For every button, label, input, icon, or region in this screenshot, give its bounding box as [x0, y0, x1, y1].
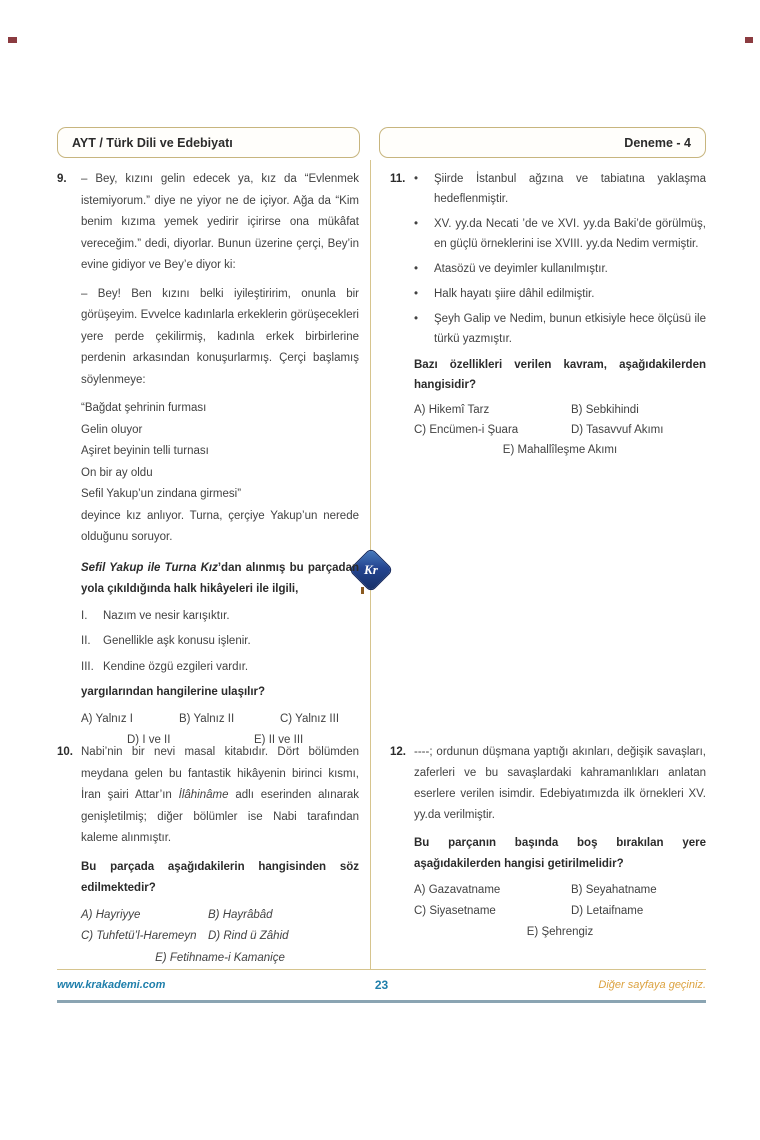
verse-block — [81, 398, 359, 506]
question-number: 11. — [390, 173, 406, 185]
bullet-item: • Şiirde İstanbul ağzına ve tabiatına yaklaşma hedeflenmiştir. — [414, 169, 706, 209]
verse-line: Sefil Yakup’un zindana girmesi” — [81, 488, 242, 500]
option-c: C) Yalnız III — [280, 712, 340, 725]
work-title: Sefil Yakup ile Turna Kız — [81, 561, 218, 574]
header-course-box — [57, 127, 360, 158]
question-9 — [57, 169, 359, 752]
question-stem: Sefil Yakup ile Turna Kız’dan alınmış bu parçadan yola çıkıldığında halk hikâyeleri ile ilgili, — [81, 561, 359, 595]
roman-item: III. Kendine özgü ezgileri vardır. — [81, 660, 249, 673]
options-grid — [81, 905, 359, 948]
bullet-item: • Atasözü ve deyimler kullanılmıştır. — [414, 259, 706, 279]
paragraph: deyince kız anlıyor. Turna, çerçiye Yakup’un nerede olduğunu soruyor. — [81, 509, 359, 543]
course-title: AYT / Türk Dili ve Edebiyatı — [72, 135, 233, 150]
option-b: B) Seyahatname — [571, 884, 657, 896]
footer-note: Diğer sayfaya geçiniz. — [598, 979, 706, 991]
registration-mark-left — [8, 37, 17, 43]
footer-rule-top — [57, 969, 706, 970]
option-d: D) Letaifname — [571, 905, 644, 917]
roman-item: II. Genellikle aşk konusu işlenir. — [81, 635, 251, 647]
option-e: E) Şehrengiz — [526, 926, 594, 938]
question-number: 10. — [57, 746, 73, 758]
option-a: A) Yalnız I — [81, 712, 133, 725]
option-b: B) Sebkihindi — [571, 404, 639, 416]
bullet-item: • Halk hayatı şiire dâhil edilmiştir. — [414, 284, 706, 304]
option-b: B) Yalnız II — [179, 712, 235, 725]
roman-item: I. Nazım ve nesir karışıktır. — [81, 609, 230, 622]
option-c: C) Encümen-i Şuara — [414, 424, 519, 436]
option-e: E) Fetihname-i Kamaniçe — [155, 951, 285, 964]
paragraph: Nabi’nin bir nevi masal kitabıdır. Dört bölümden meydana gelen bu fantastik hikâyenin birinci kısmı, İran şairi Attar’ın İlâhinâme adlı eserinden alınarak genişletilmiş; diğer bölümler ise Nabi tarafından kaleme alınmıştır. — [81, 746, 359, 844]
verse-line: On bir ay oldu — [81, 466, 153, 479]
paragraph: – Bey, kızını gelin edecek ya, kız da “Evlenmek istemiyorum.” diye ne yiyor ne de içiyor. Ağa da “Kim benim kızıma yemek yedirir içirirse ona mükâfat vereceğim.” dedi, diyorlar. Bunun üzerine çerçi, Bey’in evine gidiyor ve Bey’e diyor ki: — [81, 173, 359, 271]
question-body — [414, 169, 706, 460]
options-row — [81, 709, 359, 731]
option-e: E) Mahallîleşme Akımı — [502, 444, 618, 456]
work-title: İlâhinâme — [178, 789, 229, 801]
bullet-item: • Şeyh Galip ve Nedim, bunun etkisiyle hece ölçüsü ile türkü yazmıştır. — [414, 309, 706, 349]
option-d: D) Rind ü Zâhid — [208, 930, 289, 942]
options-grid — [414, 880, 706, 922]
question-body — [81, 169, 359, 752]
bullet-icon: • — [414, 288, 419, 300]
verse-line: Aşiret beyinin telli turnası — [81, 445, 209, 457]
question-number: 12. — [390, 746, 406, 758]
option-e: E) II ve III — [254, 734, 304, 746]
bullet-icon: • — [414, 313, 419, 325]
option-c: C) Tuhfetü’l-Haremeyn — [81, 930, 197, 942]
option-a: A) Hikemî Tarz — [414, 404, 490, 416]
option-d: D) Tasavvuf Akımı — [571, 424, 664, 436]
bullet-icon: • — [414, 218, 419, 230]
question-body — [414, 742, 706, 943]
bullet-icon: • — [414, 173, 419, 185]
paragraph: – Bey! Ben kızını belki iyileştiririm, onunla bir görüşeyim. Evvelce kadınlarla erkeklerin görüşecekleri yere perde çekilirmiş, kadınla erkek birbirlerine perdenin arkasından konuşurlarmış. Çerçi başlamış söylenmeye: — [81, 287, 359, 386]
option-b: B) Hayrâbâd — [208, 908, 273, 921]
footer-rule-bottom — [57, 1000, 706, 1003]
verse-line: Gelin oluyor — [81, 423, 143, 436]
question-stem: Bu parçanın başında boş bırakılan yere aşağıdakilerden hangisi getirilmelidir? — [414, 837, 706, 870]
page-number: 23 — [374, 978, 389, 992]
question-number: 9. — [57, 173, 67, 185]
exam-title: Deneme - 4 — [624, 135, 691, 150]
verse-line: “Bağdat şehrinin furması — [81, 402, 207, 414]
logo-tick-mark — [361, 587, 364, 594]
question-10 — [57, 742, 359, 969]
question-stem: yargılarından hangilerine ulaşılır? — [81, 686, 266, 698]
options-grid — [414, 400, 706, 440]
bullet-item: • XV. yy.da Necati ’de ve XVI. yy.da Baki’de görülmüş, en güçlü örneklerini ise XVIII. yy.da Nedim vermiştir. — [414, 214, 706, 254]
option-a: A) Gazavatname — [414, 884, 501, 896]
footer-website: www.krakademi.com — [57, 979, 166, 991]
question-body — [81, 742, 359, 969]
question-stem: Bu parçada aşağıdakilerin hangisinden söz edilmektedir? — [81, 860, 359, 894]
option-a: A) Hayriyye — [81, 908, 141, 921]
registration-mark-right — [745, 37, 753, 43]
logo-text: Kr — [364, 561, 378, 577]
footer — [57, 974, 706, 996]
paragraph: ----; ordunun düşmana yaptığı akınları, değişik savaşları, zaferleri ve bu savaşlardaki kahramanlıkları anlatan eserlere verilen isimdir. Edebiyatımızda ilk örnekleri XV. yy.da verilmiştir. — [414, 746, 706, 821]
option-c: C) Siyasetname — [414, 905, 496, 917]
option-d: D) I ve II — [127, 734, 171, 746]
question-12 — [390, 742, 706, 943]
header-exam-box — [379, 127, 706, 158]
question-11 — [390, 169, 706, 460]
question-stem: Bazı özellikleri verilen kavram, aşağıdakilerden hangisidir? — [414, 359, 706, 391]
bullet-icon: • — [414, 263, 419, 275]
